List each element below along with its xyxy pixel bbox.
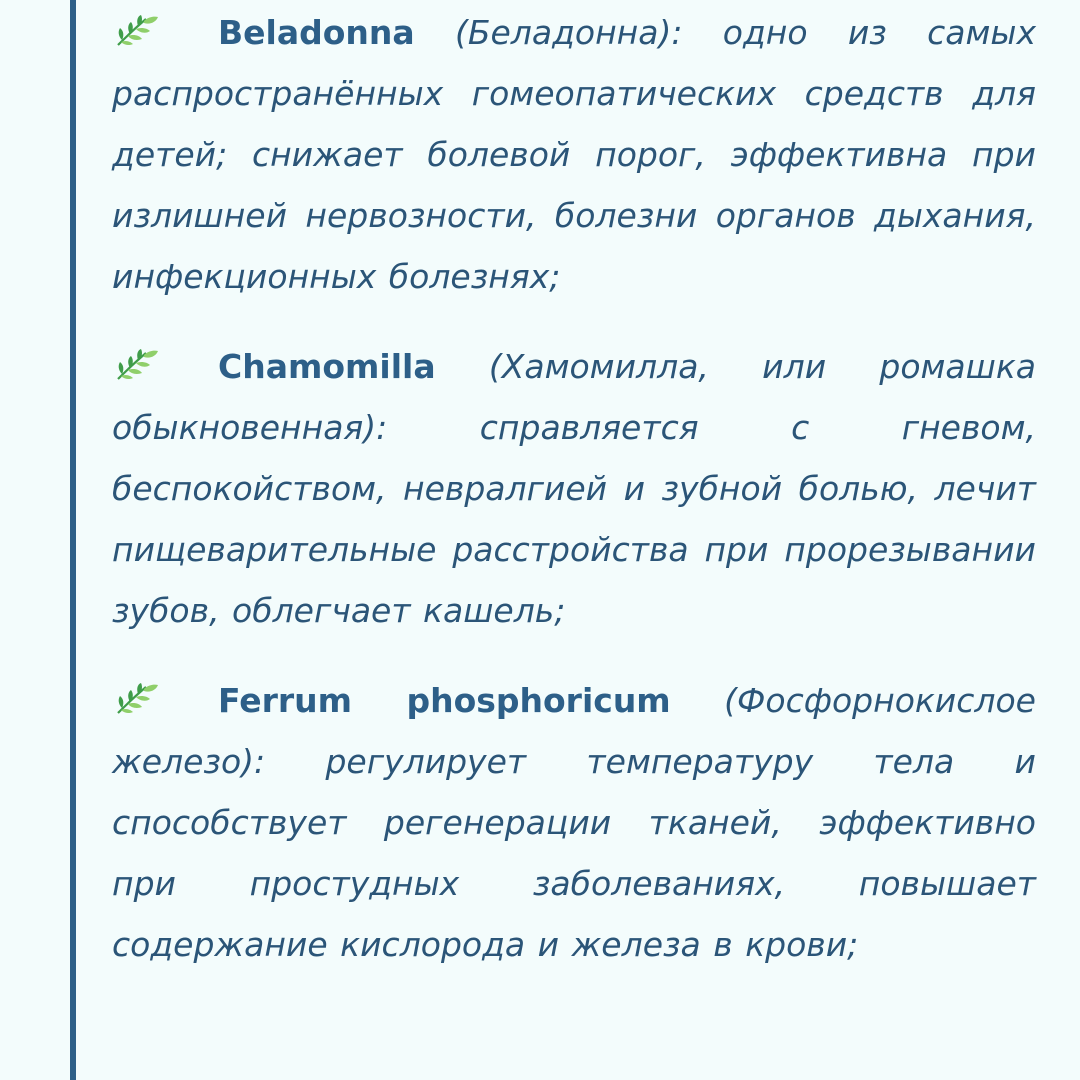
left-accent-bar xyxy=(70,0,76,1080)
remedy-name: Beladonna xyxy=(218,13,415,52)
leaf-sprig-icon xyxy=(112,5,162,37)
remedy-name: Ferrum phosphoricum xyxy=(218,681,671,720)
remedy-description: (Беладонна): одно из самых распространённых гомеопатических средств для детей; снижает болевой порог, эффективна при излишней нервозности, болезни органов дыхания, инфекционных болезнях; xyxy=(112,13,1036,296)
remedy-name: Chamomilla xyxy=(218,347,436,386)
remedy-item-chamomilla xyxy=(112,336,1036,641)
remedy-item-beladonna xyxy=(112,0,1036,307)
remedy-description: (Хамомилла, или ромашка обыкновенная): справляется с гневом, беспокойством, невралгией и зубной болью, лечит пищеварительные расстройства при прорезывании зубов, облегчает кашель; xyxy=(112,347,1036,630)
remedy-list xyxy=(112,0,1036,975)
remedy-description: (Фосфорнокислое железо): регулирует температуру тела и способствует регенерации тканей, эффективно при простудных заболеваниях, повышает содержание кислорода и железа в крови; xyxy=(112,681,1036,964)
leaf-sprig-icon xyxy=(112,673,162,705)
leaf-sprig-icon xyxy=(112,339,162,371)
remedy-item-ferrum-phosphoricum xyxy=(112,670,1036,975)
